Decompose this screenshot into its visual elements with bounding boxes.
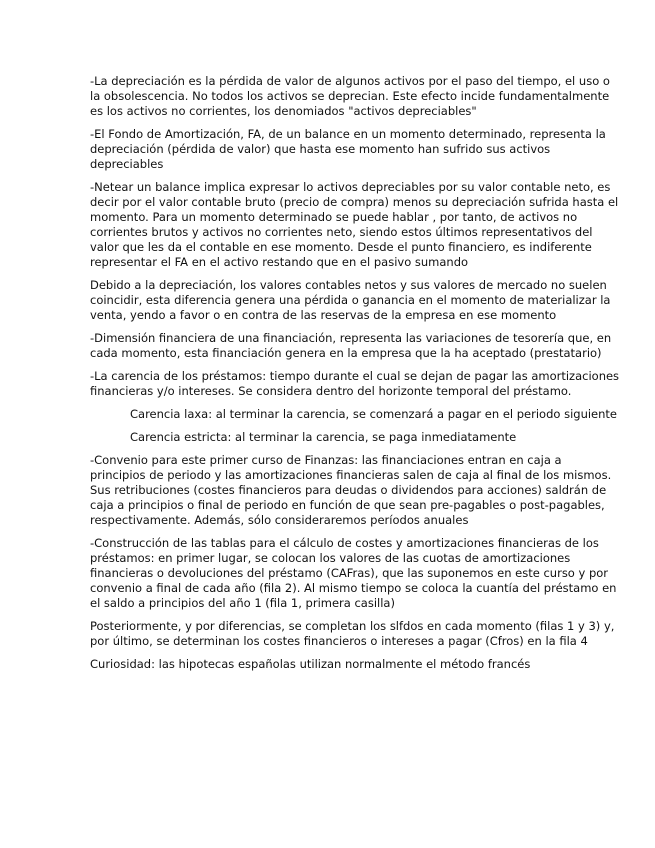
paragraph-valores-contables: Debido a la depreciación, los valores contables netos y sus valores de mercado no suelen coincidir, esta diferencia genera una pérdida o ganancia en el momento de materializar la venta, yendo a favor o en contra de las reservas de la empresa en ese momento	[90, 278, 611, 322]
document-page	[90, 74, 620, 680]
paragraph-carencia: -La carencia de los préstamos: tiempo durante el cual se dejan de pagar las amortizaciones financieras y/o intereses. Se considera dentro del horizonte temporal del préstamo.	[90, 369, 620, 398]
paragraph-curiosidad: Curiosidad: las hipotecas españolas utilizan normalmente el método francés	[90, 657, 531, 671]
paragraph-convenio: -Convenio para este primer curso de Finanzas: las financiaciones entran en caja a principios de periodo y las amortizaciones financieras salen de caja al final de los mismos. Sus retribuciones (costes financieros para deudas o dividendos para acciones) saldrán de caja a principios o final de periodo en función de que sean pre-pagables o post-pagables, respectivamente. Además, sólo consideraremos períodos anuales	[90, 453, 612, 527]
paragraph-carencia-laxa: Carencia laxa: al terminar la carencia, se comenzará a pagar en el periodo siguiente	[130, 407, 617, 421]
paragraph-construccion-tablas: -Construcción de las tablas para el cálculo de costes y amortizaciones financieras de los préstamos: en primer lugar, se colocan los valores de las cuotas de amortizaciones financieras o devoluciones del préstamo (CAFras), que las suponemos en este curso y por convenio a final de cada año (fila 2). Al mismo tiempo se coloca la cuantía del préstamo en el saldo a principios del año 1 (fila 1, primera casilla)	[90, 536, 617, 610]
paragraph-dimension-financiera: -Dimensión financiera de una financiación, representa las variaciones de tesorería que, en cada momento, esta financiación genera en la empresa que la ha aceptado (prestatario)	[90, 331, 612, 360]
paragraph-carencia-estricta: Carencia estricta: al terminar la carencia, se paga inmediatamente	[130, 430, 517, 444]
paragraph-netear-balance: -Netear un balance implica expresar lo activos depreciables por su valor contable neto, es decir por el valor contable bruto (precio de compra) menos su depreciación sufrida hasta el momento. Para un momento determinado se puede hablar , por tanto, de activos no corrientes brutos y activos no corrientes neto, siendo estos últimos representativos del valor que les da el contable en ese momento. Desde el punto financiero, es indiferente representar el FA en el activo restando que en el pasivo sumando	[90, 180, 619, 269]
paragraph-fondo-amortizacion: -El Fondo de Amortización, FA, de un balance en un momento determinado, representa la depreciación (pérdida de valor) que hasta ese momento han sufrido sus activos depreciables	[90, 127, 606, 171]
paragraph-depreciacion: -La depreciación es la pérdida de valor de algunos activos por el paso del tiempo, el uso o la obsolescencia. No todos los activos se deprecian. Este efecto incide fundamentalmente es los activos no corrientes, los denomiados "activos depreciables"	[90, 74, 610, 118]
paragraph-posteriormente: Posteriormente, y por diferencias, se completan los slfdos en cada momento (filas 1 y 3) y, por último, se determinan los costes financieros o intereses a pagar (Cfros) en la fila 4	[90, 619, 615, 648]
